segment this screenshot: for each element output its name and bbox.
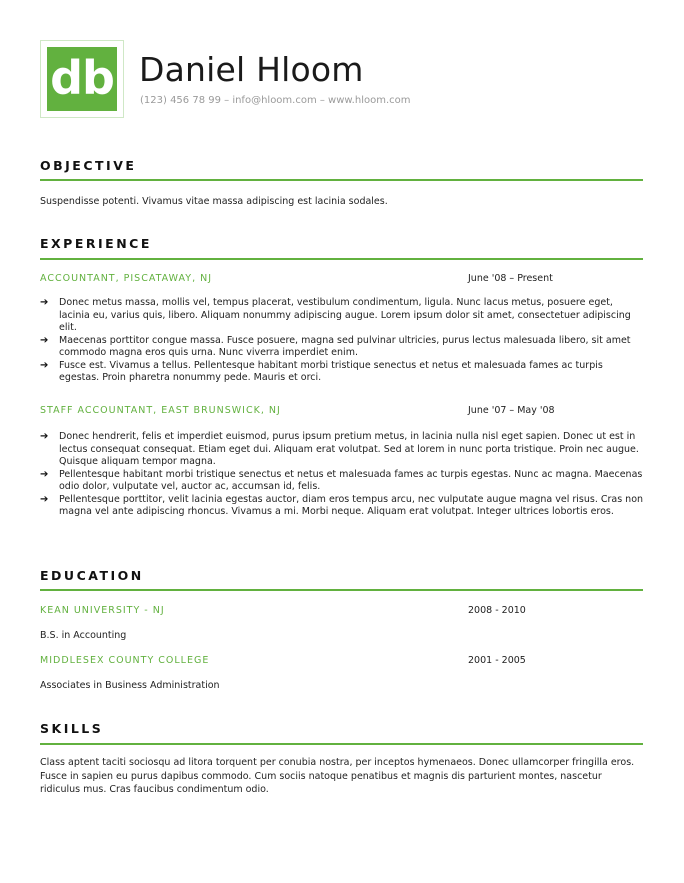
- degree: Associates in Business Administration: [40, 680, 220, 691]
- school-name: MIDDLESEX COUNTY COLLEGE: [40, 655, 210, 666]
- school-name: KEAN UNIVERSITY - NJ: [40, 605, 165, 616]
- section-title-skills: SKILLS: [40, 721, 104, 736]
- arrow-right-icon: ➔: [40, 431, 49, 442]
- section-title-education: EDUCATION: [40, 568, 144, 583]
- contact-line: (123) 456 78 99 – info@hloom.com – www.hloom.com: [140, 95, 411, 106]
- bullet-item: ➔ Maecenas porttitor congue massa. Fusce posuere, magna sed pulvinar ultricies, purus lectus malesuada libero, sit amet commodo magna eros quis urna. Nunc viverra imperdiet enim.: [40, 334, 631, 358]
- section-divider: [40, 589, 643, 591]
- arrow-right-icon: ➔: [40, 468, 49, 480]
- logo: [40, 40, 124, 118]
- arrow-right-icon: ➔: [40, 359, 49, 371]
- logo-tile: [47, 47, 117, 111]
- bullet-item: ➔ Pellentesque habitant morbi tristique senectus et netus et malesuada fames ac turpis egestas. Nunc ac magna. Maecenas odio dolor, vulputate vel, auctor ac, accumsan id, felis.: [40, 468, 643, 492]
- section-divider: [40, 179, 643, 181]
- bullet-item: ➔ Donec metus massa, mollis vel, tempus placerat, vestibulum condimentum, ligula. Nunc lacus metus, posuere eget, lacinia eu, varius quis, libero. Aliquam nonummy adipiscing augue. Lorem ipsum dolor sit amet, consectetuer adipiscing elit.: [40, 297, 631, 333]
- arrow-right-icon: ➔: [40, 493, 49, 505]
- job-date: June '07 – May '08: [468, 405, 555, 416]
- job-title: ACCOUNTANT, PISCATAWAY, NJ: [40, 273, 213, 284]
- job-date: June '08 – Present: [468, 273, 553, 284]
- skills-text: Class aptent taciti sociosqu ad litora torquent per conubia nostra, per inceptos hymenaeos. Donec ullamcorper fringilla eros. Fusce in sapien eu purus dapibus commodo. Cum sociis natoque penatibus et magnis dis parturient montes, nascetur ridiculus mus. Cras faucibus condimentum odio.: [40, 757, 635, 795]
- bullet-item: ➔ Pellentesque porttitor, velit lacinia egestas auctor, diam eros tempus arcu, nec vulputate augue magna vel risus. Cras non magna vel ante adipiscing rhoncus. Vivamus a mi. Morbi neque. Aliquam erat volutpat. Integer ultrices lobortis eros.: [40, 493, 644, 517]
- job-bullets: [40, 297, 644, 385]
- bullet-item: ➔ Fusce est. Vivamus a tellus. Pellentesque habitant morbi tristique senectus et netus et malesuada fames ac turpis egestas. Proin pharetra nonummy pede. Mauris et orci.: [40, 359, 603, 383]
- section-divider: [40, 743, 643, 745]
- candidate-name: Daniel Hloom: [139, 50, 364, 89]
- school-date: 2001 - 2005: [468, 655, 526, 666]
- section-divider: [40, 258, 643, 260]
- objective-text: Suspendisse potenti. Vivamus vitae massa adipiscing est lacinia sodales.: [40, 196, 388, 207]
- job-title: STAFF ACCOUNTANT, EAST BRUNSWICK, NJ: [40, 405, 281, 416]
- arrow-right-icon: ➔: [40, 297, 49, 308]
- school-date: 2008 - 2010: [468, 605, 526, 616]
- logo-monogram: db: [50, 51, 114, 105]
- section-title-experience: EXPERIENCE: [40, 236, 152, 251]
- degree: B.S. in Accounting: [40, 630, 127, 641]
- job-bullets: [40, 431, 644, 519]
- arrow-right-icon: ➔: [40, 334, 49, 346]
- section-title-objective: OBJECTIVE: [40, 158, 137, 173]
- bullet-item: ➔ Donec hendrerit, felis et imperdiet euismod, purus ipsum pretium metus, in lacinia nulla nisl eget sapien. Donec ut est in lectus consequat consequat. Etiam eget dui. Aliquam erat volutpat. Sed at lorem in nunc porta tristique. Proin nec augue. Quisque aliquam tempor magna.: [40, 431, 639, 467]
